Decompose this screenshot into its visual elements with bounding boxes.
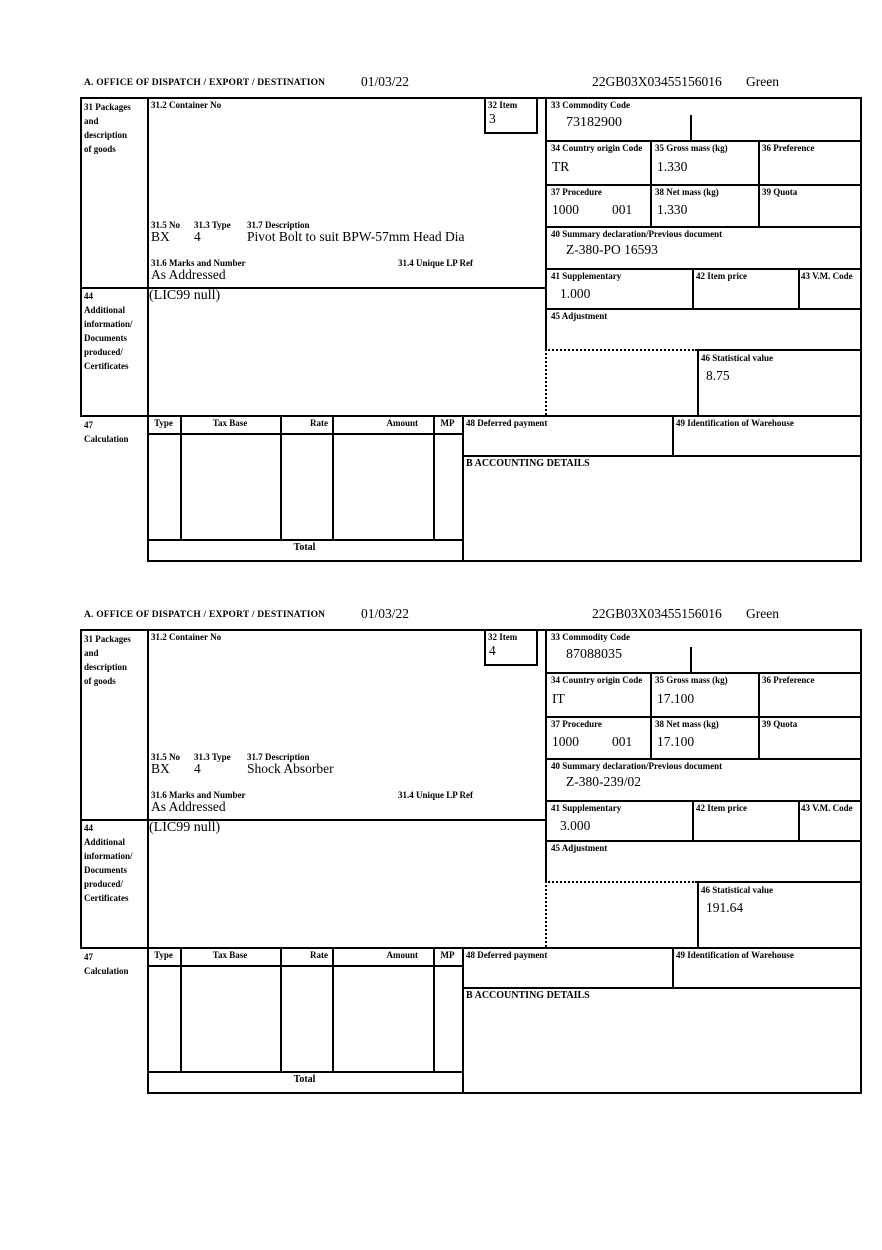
package-count-value: BX xyxy=(151,229,170,244)
box47-label xyxy=(84,950,129,978)
grid-line xyxy=(545,226,862,228)
grid-line xyxy=(147,560,462,562)
box31-label-line: and xyxy=(84,648,99,658)
grid-line xyxy=(462,415,464,562)
grid-line xyxy=(672,415,674,455)
box31-label xyxy=(84,100,131,156)
grid-line xyxy=(545,716,862,718)
grid-line xyxy=(80,947,862,949)
box45-label: 45 Adjustment xyxy=(551,843,608,853)
box35-label: 35 Gross mass (kg) xyxy=(655,143,728,153)
box36-label: 36 Preference xyxy=(762,675,815,685)
procedure-suffix-value: 001 xyxy=(612,734,633,749)
grid-line xyxy=(758,672,760,760)
box33-label: 33 Commodity Code xyxy=(551,632,630,642)
grid-line xyxy=(180,947,182,1071)
calc-col-mp: MP xyxy=(440,950,455,960)
box31-6-label: 31.6 Marks and Number xyxy=(151,790,246,800)
office-of-dispatch-heading: A. OFFICE OF DISPATCH / EXPORT / DESTINATION xyxy=(84,610,326,620)
commodity-code-value: 73182900 xyxy=(566,115,622,130)
grid-line xyxy=(697,881,862,883)
box47-label-line: 47 xyxy=(84,952,93,962)
movement-reference-number: 22GB03X03455156016 xyxy=(592,74,722,89)
grid-line xyxy=(545,140,862,142)
gross-mass-value: 1.330 xyxy=(657,159,688,174)
item-number-value: 4 xyxy=(489,643,496,658)
office-of-dispatch-heading: A. OFFICE OF DISPATCH / EXPORT / DESTINATION xyxy=(84,78,326,88)
grid-line xyxy=(433,947,435,1071)
origin-country-value: IT xyxy=(552,691,565,706)
grid-line xyxy=(462,560,862,562)
grid-line xyxy=(545,800,862,802)
grid-line xyxy=(147,539,462,541)
box44-label-line: produced/ xyxy=(84,347,123,357)
box32-label: 32 Item xyxy=(488,632,518,642)
box31-label xyxy=(84,632,131,688)
box40-label: 40 Summary declaration/Previous document xyxy=(551,761,723,771)
grid-line xyxy=(672,947,674,987)
grid-line xyxy=(697,881,699,947)
box46-label: 46 Statistical value xyxy=(701,353,773,363)
grid-line xyxy=(462,987,862,989)
box31-3-label: 31.3 Type xyxy=(194,752,231,762)
package-type-value: 4 xyxy=(194,761,201,776)
box31-7-label: 31.7 Description xyxy=(247,220,310,230)
box31-label-line: of goods xyxy=(84,676,116,686)
grid-line xyxy=(798,800,800,842)
grid-line xyxy=(650,140,652,228)
grid-line xyxy=(180,415,182,539)
grid-line xyxy=(332,947,334,1071)
box31-6-label: 31.6 Marks and Number xyxy=(151,258,246,268)
box38-label: 38 Net mass (kg) xyxy=(655,719,719,729)
procedure-code-value: 1000 xyxy=(552,202,579,217)
goods-description-value: Pivot Bolt to suit BPW-57mm Head Dia xyxy=(247,229,465,244)
box33-label: 33 Commodity Code xyxy=(551,100,630,110)
box39-label: 39 Quota xyxy=(762,187,798,197)
box44-label-line: Documents xyxy=(84,865,127,875)
grid-line xyxy=(147,1092,462,1094)
box46-label: 46 Statistical value xyxy=(701,885,773,895)
box44-label-line: 44 xyxy=(84,823,93,833)
box31-4-label: 31.4 Unique LP Ref xyxy=(398,790,474,800)
grid-line xyxy=(147,629,149,1094)
grid-line xyxy=(147,433,462,435)
grid-line xyxy=(860,97,862,562)
box43-label: 43 V.M. Code xyxy=(801,271,853,281)
supplementary-units-value: 3.000 xyxy=(560,818,591,833)
grid-line xyxy=(545,308,862,310)
accounting-details-label: B ACCOUNTING DETAILS xyxy=(466,990,590,1001)
box43-label: 43 V.M. Code xyxy=(801,803,853,813)
grid-line xyxy=(692,268,694,310)
box49-label: 49 Identification of Warehouse xyxy=(676,950,794,960)
box44-label xyxy=(84,821,133,905)
box36-label: 36 Preference xyxy=(762,143,815,153)
box37-label: 37 Procedure xyxy=(551,187,602,197)
box45-label: 45 Adjustment xyxy=(551,311,608,321)
calc-col-rate: Rate xyxy=(310,418,328,428)
box44-label-line: Additional xyxy=(84,305,126,315)
box31-5-label: 31.5 No xyxy=(151,220,180,230)
additional-information-value: (LIC99 null) xyxy=(149,288,221,303)
box35-label: 35 Gross mass (kg) xyxy=(655,675,728,685)
box32-label: 32 Item xyxy=(488,100,518,110)
declaration-item-copy xyxy=(80,602,864,1102)
calc-col-type: Type xyxy=(154,418,173,428)
box31-label-line: of goods xyxy=(84,144,116,154)
grid-line xyxy=(462,947,464,1094)
grid-line xyxy=(462,455,862,457)
package-count-value: BX xyxy=(151,761,170,776)
box38-label: 38 Net mass (kg) xyxy=(655,187,719,197)
box34-label: 34 Country origin Code xyxy=(551,143,643,153)
box31-label-line: 31 Packages xyxy=(84,102,131,112)
net-mass-value: 17.100 xyxy=(657,734,695,749)
procedure-suffix-value: 001 xyxy=(612,202,633,217)
gross-mass-value: 17.100 xyxy=(657,691,695,706)
calc-col-rate: Rate xyxy=(310,950,328,960)
dotted-line xyxy=(545,881,547,947)
grid-line xyxy=(650,672,652,760)
declaration-item-copy xyxy=(80,70,864,570)
calc-total-label: Total xyxy=(293,1074,316,1085)
dotted-line xyxy=(545,349,547,415)
item-number-value: 3 xyxy=(489,111,496,126)
declaration-date: 01/03/22 xyxy=(361,74,410,89)
grid-line xyxy=(545,840,862,842)
marks-and-number-value: As Addressed xyxy=(151,799,226,814)
grid-line xyxy=(147,97,149,562)
routing-status: Green xyxy=(746,74,779,89)
box31-4-label: 31.4 Unique LP Ref xyxy=(398,258,474,268)
previous-document-value: Z-380-239/02 xyxy=(566,774,641,789)
box31-label-line: 31 Packages xyxy=(84,634,131,644)
box44-label-line: produced/ xyxy=(84,879,123,889)
grid-line xyxy=(545,268,862,270)
box31-7-label: 31.7 Description xyxy=(247,752,310,762)
box34-label: 34 Country origin Code xyxy=(551,675,643,685)
routing-status: Green xyxy=(746,606,779,621)
commodity-code-value: 87088035 xyxy=(566,647,622,662)
grid-line xyxy=(545,629,547,881)
statistical-value: 8.75 xyxy=(706,368,730,383)
box31-label-line: description xyxy=(84,130,128,140)
box44-label-line: information/ xyxy=(84,851,133,861)
calc-col-amount: Amount xyxy=(386,418,418,428)
grid-line xyxy=(545,184,862,186)
box44-label-line: 44 xyxy=(84,291,93,301)
procedure-code-value: 1000 xyxy=(552,734,579,749)
box41-label: 41 Supplementary xyxy=(551,803,622,813)
grid-line xyxy=(80,629,862,631)
box47-label xyxy=(84,418,129,446)
grid-line xyxy=(692,800,694,842)
box47-label-line: 47 xyxy=(84,420,93,430)
box39-label: 39 Quota xyxy=(762,719,798,729)
grid-line xyxy=(697,349,699,415)
box48-label: 48 Deferred payment xyxy=(466,418,548,428)
movement-reference-number: 22GB03X03455156016 xyxy=(592,606,722,621)
additional-information-value: (LIC99 null) xyxy=(149,820,221,835)
box44-label-line: Certificates xyxy=(84,893,129,903)
grid-line xyxy=(147,965,462,967)
box47-label-line: Calculation xyxy=(84,434,129,444)
box44-label-line: information/ xyxy=(84,319,133,329)
box40-label: 40 Summary declaration/Previous document xyxy=(551,229,723,239)
calc-col-type: Type xyxy=(154,950,173,960)
grid-line xyxy=(433,415,435,539)
grid-line xyxy=(545,758,862,760)
dotted-line xyxy=(545,349,697,351)
grid-line xyxy=(697,349,862,351)
calc-total-label: Total xyxy=(293,542,316,553)
calc-col-amount: Amount xyxy=(386,950,418,960)
box31-label-line: description xyxy=(84,662,128,672)
grid-line xyxy=(80,415,862,417)
box31-3-label: 31.3 Type xyxy=(194,220,231,230)
box48-label: 48 Deferred payment xyxy=(466,950,548,960)
box44-label-line: Certificates xyxy=(84,361,129,371)
box49-label: 49 Identification of Warehouse xyxy=(676,418,794,428)
grid-line xyxy=(80,97,862,99)
box44-label-line: Additional xyxy=(84,837,126,847)
previous-document-value: Z-380-PO 16593 xyxy=(566,242,658,257)
box44-label-line: Documents xyxy=(84,333,127,343)
grid-line xyxy=(280,947,282,1071)
declaration-date: 01/03/22 xyxy=(361,606,410,621)
marks-and-number-value: As Addressed xyxy=(151,267,226,282)
accounting-details-label: B ACCOUNTING DETAILS xyxy=(466,458,590,469)
grid-line xyxy=(280,415,282,539)
box41-label: 41 Supplementary xyxy=(551,271,622,281)
box42-label: 42 Item price xyxy=(696,803,747,813)
calc-col-taxbase: Tax Base xyxy=(212,418,248,428)
supplementary-units-value: 1.000 xyxy=(560,286,591,301)
box31-label-line: and xyxy=(84,116,99,126)
commodity-code-divider xyxy=(690,115,692,140)
grid-line xyxy=(860,629,862,1094)
box47-label-line: Calculation xyxy=(84,966,129,976)
grid-line xyxy=(147,1071,462,1073)
grid-line xyxy=(758,140,760,228)
grid-line xyxy=(545,97,547,349)
box31-5-label: 31.5 No xyxy=(151,752,180,762)
box31-2-label: 31.2 Container No xyxy=(151,100,222,110)
grid-line xyxy=(462,1092,862,1094)
grid-line xyxy=(798,268,800,310)
calc-col-taxbase: Tax Base xyxy=(212,950,248,960)
statistical-value: 191.64 xyxy=(706,900,744,915)
commodity-code-divider xyxy=(690,647,692,672)
origin-country-value: TR xyxy=(552,159,570,174)
box42-label: 42 Item price xyxy=(696,271,747,281)
goods-description-value: Shock Absorber xyxy=(247,761,334,776)
grid-line xyxy=(545,672,862,674)
package-type-value: 4 xyxy=(194,229,201,244)
calc-col-mp: MP xyxy=(440,418,455,428)
box37-label: 37 Procedure xyxy=(551,719,602,729)
box44-label xyxy=(84,289,133,373)
grid-line xyxy=(80,629,82,947)
grid-line xyxy=(80,97,82,415)
box31-2-label: 31.2 Container No xyxy=(151,632,222,642)
grid-line xyxy=(332,415,334,539)
net-mass-value: 1.330 xyxy=(657,202,688,217)
dotted-line xyxy=(545,881,697,883)
